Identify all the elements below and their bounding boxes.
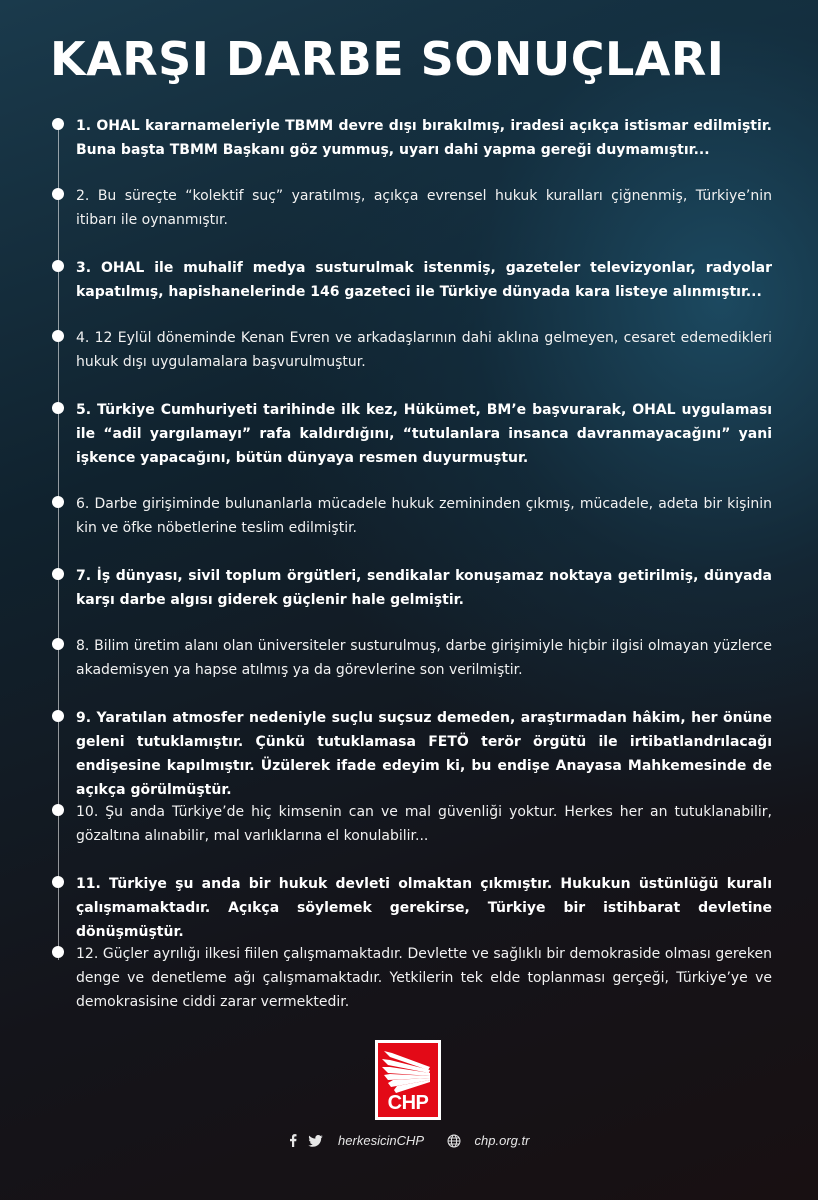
- list-item: [52, 942, 772, 1014]
- list-item: [52, 114, 772, 162]
- list-item: [52, 326, 772, 374]
- list-item: [52, 184, 772, 232]
- list-item: [52, 256, 772, 304]
- footer: [0, 1132, 818, 1148]
- item-text: 7. İş dünyası, sivil toplum örgütleri, sendikalar konuşamaz noktaya getirilmiş, dünyada karşı darbe algısı giderek güçlenir hale gelmiştir.: [76, 568, 772, 608]
- bullet-dot: [52, 188, 64, 200]
- website-link[interactable]: chp.org.tr: [474, 1133, 530, 1149]
- social-handle[interactable]: herkesicinCHP: [338, 1133, 425, 1149]
- bullet-dot: [52, 402, 64, 414]
- item-text: 2. Bu süreçte “kolektif suç” yaratılmış, açıkça evrensel hukuk kuralları çiğnenmiş, Türkiye’nin itibarı ile oynanmıştır.: [76, 188, 772, 228]
- list-item: [52, 634, 772, 682]
- list-item: [52, 800, 772, 848]
- item-text: 3. OHAL ile muhalif medya susturulmak istenmiş, gazeteler televizyonlar, radyolar kapatılmış, hapishanelerinde 146 gazeteci ile Türkiye dünyada kara listeye alınmıştır...: [76, 260, 772, 300]
- item-text: 9. Yaratılan atmosfer nedeniyle suçlu suçsuz demeden, araştırmadan hâkim, her önüne geleni tutuklamıştır. Çünkü tutuklamasa FETÖ terör örgütü ile irtibatlandrılacağı endişesine kapılmıştır. Üzülerek ifade edeyim ki, bu endişe Anayasa Mahkemesinde de açıkça görülmüştür.: [76, 710, 772, 798]
- item-text: 1. OHAL kararnameleriyle TBMM devre dışı bırakılmış, iradesi açıkça istismar edilmiştir. Buna başta TBMM Başkanı göz yummuş, uyarı dahi yapma gereği duymamıştır...: [76, 118, 772, 158]
- bullet-dot: [52, 638, 64, 650]
- logo-text: CHP: [387, 1092, 429, 1114]
- item-text: 6. Darbe girişiminde bulunanlarla mücadele hukuk zemininden çıkmış, mücadele, adeta bir kişinin kin ve öfke nöbetlerine teslim edilmiştir.: [76, 496, 772, 536]
- list-item: [52, 706, 772, 802]
- item-text: 8. Bilim üretim alanı olan üniversiteler susturulmuş, darbe girişimiyle hiçbir ilgisi olmayan yüzlerce akademisyen ya hapse atılmış ya da görevlerine son verilmiştir.: [76, 638, 772, 678]
- item-text: 4. 12 Eylül döneminde Kenan Evren ve arkadaşlarının dahi aklına gelmeyen, cesaret edemedikleri hukuk dışı uygulamalara başvurulmuştur.: [76, 330, 772, 370]
- bullet-dot: [52, 260, 64, 272]
- page-title: KARŞI DARBE SONUÇLARI: [50, 32, 725, 86]
- list-item: [52, 398, 772, 470]
- bullet-dot: [52, 876, 64, 888]
- item-text: 10. Şu anda Türkiye’de hiç kimsenin can ve mal güvenliği yoktur. Herkes her an tutuklanabilir, gözaltına alınabilir, mal varlıklarına el konulabilir...: [76, 804, 772, 844]
- bullet-dot: [52, 804, 64, 816]
- twitter-icon[interactable]: [308, 1135, 323, 1147]
- chp-logo-red-panel: [378, 1043, 438, 1117]
- bullet-dot: [52, 330, 64, 342]
- globe-icon: [447, 1134, 461, 1148]
- list-item: [52, 872, 772, 944]
- chp-logo: [375, 1040, 441, 1120]
- bullet-dot: [52, 710, 64, 722]
- facebook-icon[interactable]: [289, 1134, 297, 1147]
- bullet-dot: [52, 118, 64, 130]
- list-item: [52, 492, 772, 540]
- bullet-dot: [52, 568, 64, 580]
- item-text: 11. Türkiye şu anda bir hukuk devleti olmaktan çıkmıştır. Hukukun üstünlüğü kuralı çalışmamaktadır. Açıkça söylemek gerekirse, Türkiye bir istihbarat devletine dönüşmüştür.: [76, 876, 772, 940]
- item-text: 5. Türkiye Cumhuriyeti tarihinde ilk kez, Hükümet, BM’e başvurarak, OHAL uygulaması ile “adil yargılamayı” rafa kaldırdığını, “tutulanlara insanca davranmayacağını” yani işkence yapacağını, bütün dünyaya resmen duyurmuştur.: [76, 402, 772, 466]
- bullet-dot: [52, 496, 64, 508]
- item-text: 12. Güçler ayrılığı ilkesi fiilen çalışmamaktadır. Devlette ve sağlıklı bir demokraside olması gereken denge ve denetleme ağı çalışmamaktadır. Yetkilerin tek elde toplanması gerçeği, Türkiye’ye ve demokrasisine ciddi zarar vermektedir.: [76, 946, 772, 1010]
- six-arrows-icon: [378, 1045, 438, 1095]
- list-item: [52, 564, 772, 612]
- bullet-dot: [52, 946, 64, 958]
